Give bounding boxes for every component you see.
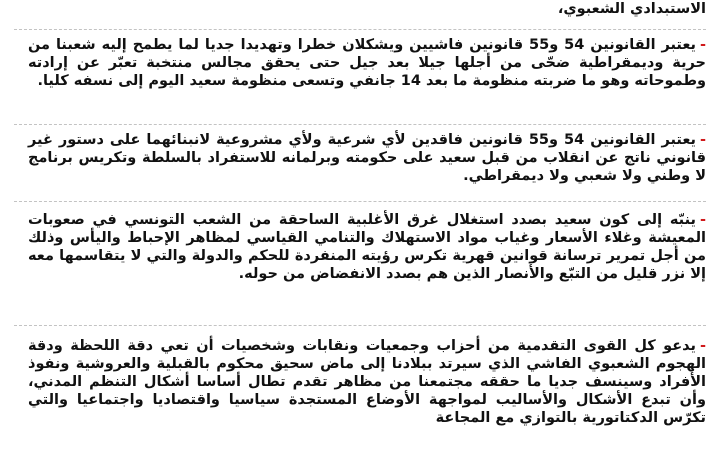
- paragraph-text: يدعو كل القوى التقدمية من أحزاب وجمعيات ونقابات وشخصيات أن تعي دقة اللحظة ودقة الهجوم الشعبوي الفاشي الذي سيرتد ببلادنا إلى ماض سحيق محكوم بالقبلية والعروشية ونفوذ الأفراد وسينسف جديا ما حققه مجتمعنا من مظاهر تقدم تطال أساسا أشكال التنظم المدني، وأن تبدع الأشكال والأساليب لمواجهة الأوضاع المستجدة سياسيا واقتصاديا واجتماعيا والتي تكرّس الدكتاتورية بالتوازي مع المجاعة: [28, 338, 706, 426]
- paragraph-text: ينبّه إلى كون سعيد بصدد استغلال غرق الأغلبية الساحقة من الشعب التونسي في صعوبات المعيشة وغلاء الأسعار وغياب مواد الاستهلاك والتنامي القياسي لمظاهر الإحباط واليأس وذلك من أجل تمرير ترسانة قوانين قهرية تكرس رؤيته المنفردة للحكم والدولة والتي لا يتقاسمها معه إلا نزر قليل من التبّع والأنصار الذين هم بصدد الانفضاض من حوله.: [28, 212, 706, 282]
- paragraph-divider: [14, 29, 706, 30]
- statement-paragraph-1: [28, 36, 706, 90]
- statement-paragraph-3: [28, 211, 706, 283]
- bullet-dash: -: [699, 338, 706, 354]
- intro-line: الاستبدادي الشعبوي،: [557, 1, 706, 17]
- paragraph-divider: [14, 201, 706, 202]
- statement-paragraph-2: [28, 131, 706, 185]
- statement-paragraph-4: [28, 337, 706, 427]
- paragraph-divider: [14, 124, 706, 125]
- bullet-dash: -: [699, 212, 706, 228]
- bullet-dash: -: [699, 132, 707, 148]
- paragraph-divider: [14, 325, 706, 326]
- paragraph-text: يعتبر القانونين 54 و55 قانونين فاشيين ويشكلان خطرا وتهديدا جديا لما يطمح إليه شعبنا من حرية وديمقراطية ضحّى من أجلها جيلا بعد جيل حتى يحقق مجالس منتخبة تعبّر عن إرادته وطموحاته وهو ما ضربته منظومة ما بعد 14 جانفي وتسعى منظومة سعيد اليوم إلى نسفه كليا.: [28, 37, 706, 89]
- bullet-dash: -: [699, 37, 706, 53]
- paragraph-text: يعتبر القانونين 54 و55 قانونين فاقدين لأي شرعية ولأي مشروعية لانبنائهما على دستور غير قانوني ناتج عن انقلاب من قبل سعيد على حكومته وبرلمانه للاستفراد بالسلطة وتكريس برنامج لا وطني ولا شعبي ولا ديمقراطي.: [28, 132, 706, 184]
